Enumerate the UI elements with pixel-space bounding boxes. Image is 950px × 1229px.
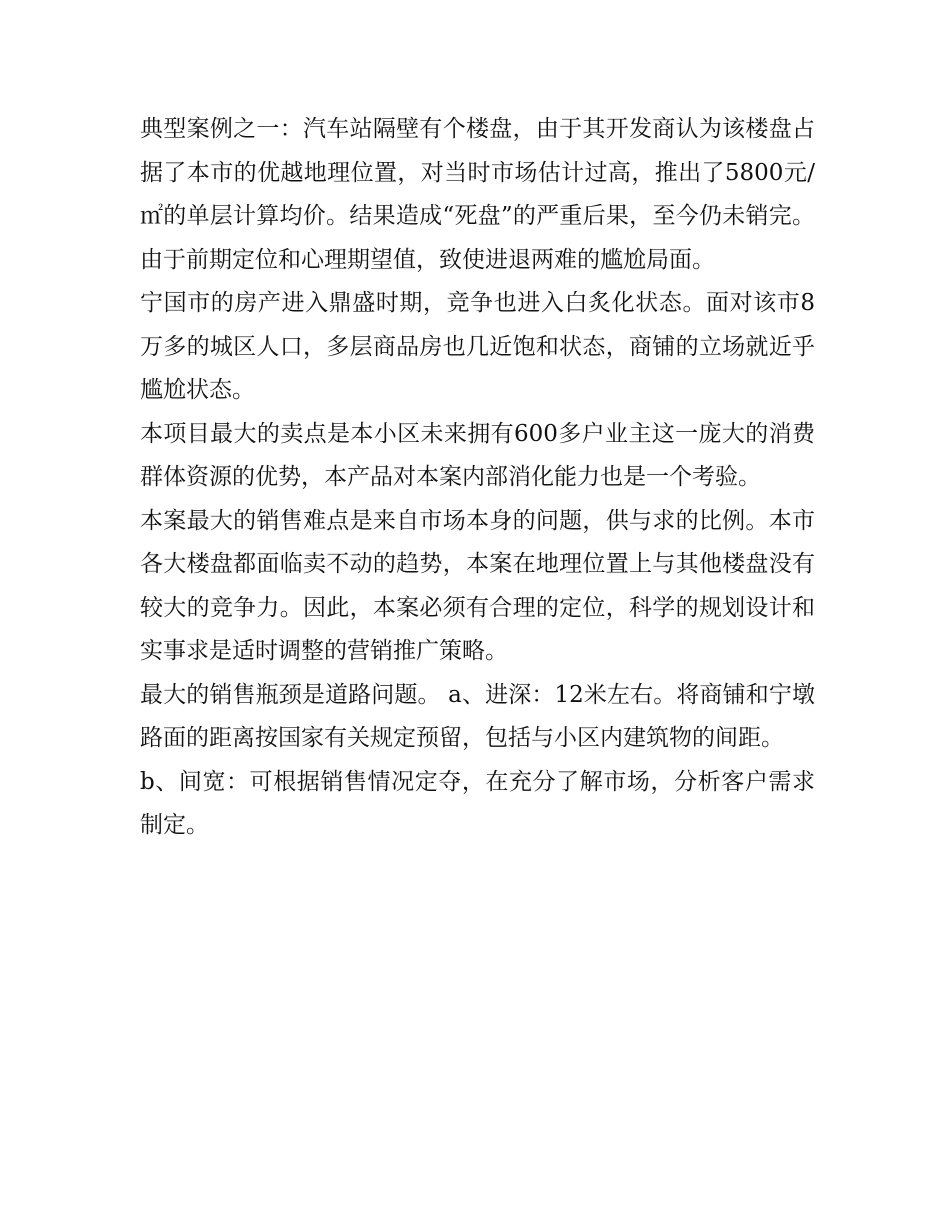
paragraph-road-bottleneck: 最大的销售瓶颈是道路问题。 a、进深：12米左右。将商铺和宁墩路面的距离按国家有关规定预留，包括与小区内建筑物的间距。 <box>140 681 815 751</box>
paragraph-sales-difficulty: 本案最大的销售难点是来自市场本身的问题，供与求的比例。本市各大楼盘都面临卖不动的趋势，本案在地理位置上与其他楼盘没有较大的竞争力。因此，本案必须有合理的定位，科学的规划设计和实事求是适时调整的营销推广策略。 <box>140 507 815 664</box>
paragraph-selling-point: 本项目最大的卖点是本小区未来拥有600多户业主这一庞大的消费群体资源的优势，本产品对本案内部消化能力也是一个考验。 <box>140 420 815 490</box>
paragraph-market-competition: 宁国市的房产进入鼎盛时期，竞争也进入白炙化状态。面对该市8万多的城区人口，多层商品房也几近饱和状态，商铺的立场就近乎尴尬状态。 <box>140 290 815 403</box>
document-body <box>140 108 815 848</box>
paragraph-shop-width: b、间宽：可根据销售情况定夺，在充分了解市场，分析客户需求制定。 <box>140 768 815 838</box>
paragraph-typical-case: 典型案例之一：汽车站隔壁有个楼盘，由于其开发商认为该楼盘占据了本市的优越地理位置，对当时市场估计过高，推出了5800元/㎡的单层计算均价。结果造成“死盘”的严重后果，至今仍未销完。由于前期定位和心理期望值，致使进退两难的尴尬局面。 <box>140 116 815 273</box>
